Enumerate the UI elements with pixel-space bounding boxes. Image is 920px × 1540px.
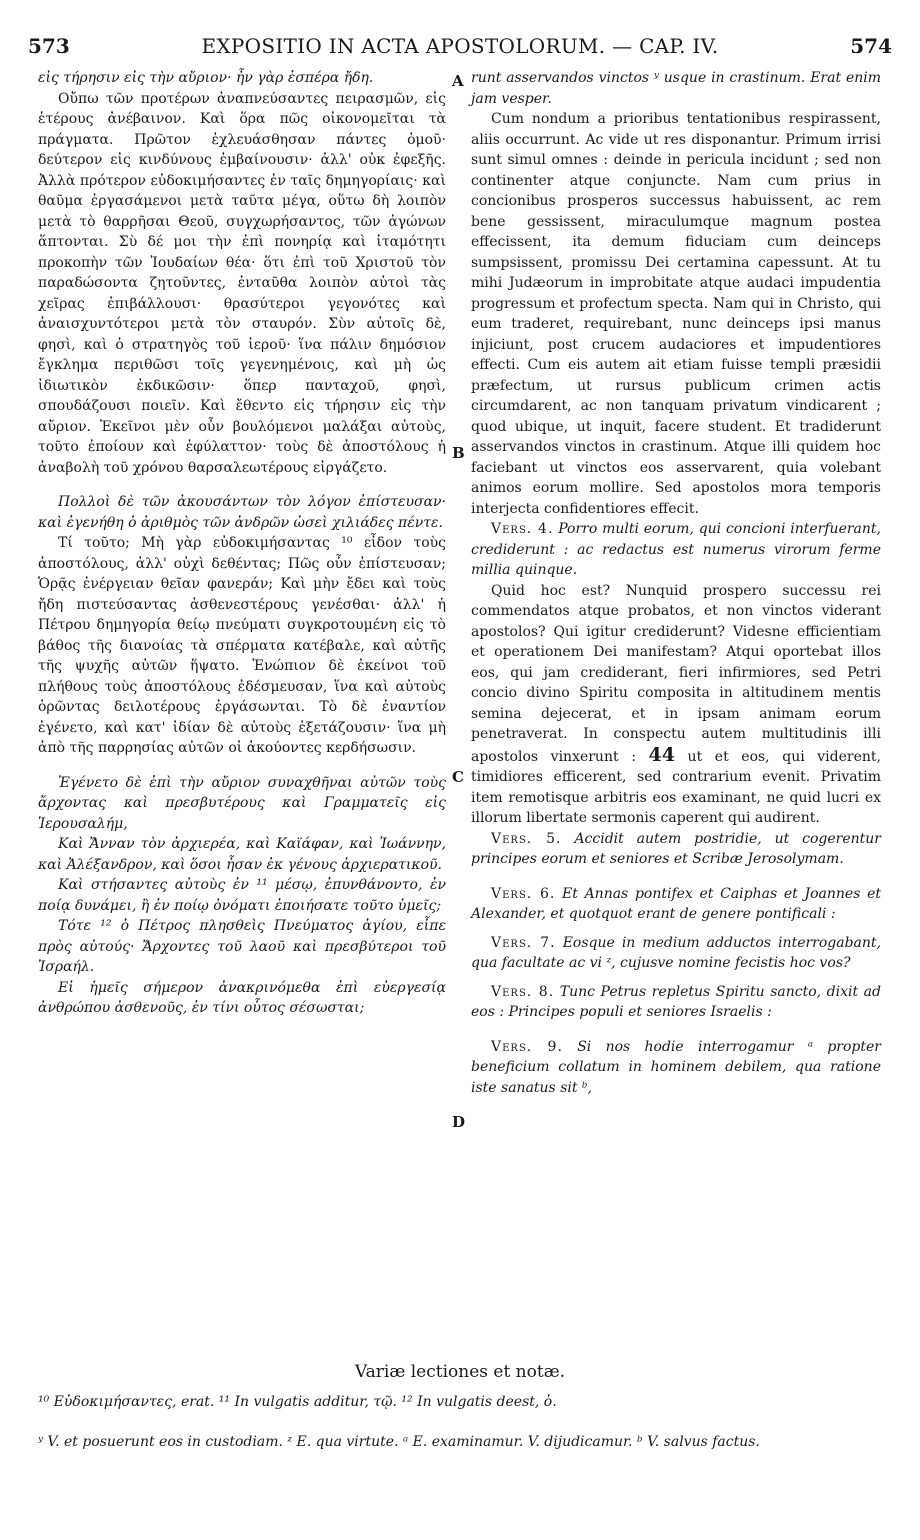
- margin-letter-b: B: [452, 444, 465, 462]
- verse-text: Eosque in medium adductos interrogabant, qua facultate ac vi ᶻ, cujusve nomine fecistis hoc vos?: [471, 934, 882, 971]
- greek-verse-8: Τότε ¹² ὁ Πέτρος πλησθεὶς Πνεύματος ἁγίου, εἶπε πρὸς αὐτούς· Ἄρχοντες τοῦ λαοῦ καὶ πρεσβύτεροι τοῦ Ἰσραήλ.: [38, 918, 446, 975]
- page-number-right: 574: [850, 34, 892, 58]
- margin-letter-c: C: [452, 768, 464, 786]
- greek-commentary: Οὔπω τῶν προτέρων ἀναπνεύσαντες πειρασμῶν, εἰς ἑτέρους ἀνέβαινον. Καὶ ὅρα πῶς οἰκονομεῖται τὰ πράγματα. Πρῶτον ἐχλευάσθησαν πάντες ὁμοῦ· δεύτερον εἰς κινδύνους ἐμβαίνουσιν· ἀλλ' οὐκ ἐφεξῆς. Ἀλλὰ πρότερον εὐδοκιμήσαντες ἐν ταῖς δημηγορίαις· καὶ θαῦμα ἐργασάμενοι μετὰ ταῦτα μέγα, οὕτω δὴ λοιπὸν μετὰ τὸ θαρρῆσαι Θεοῦ, συγχωρήσαντος, τῶν ἀγώνων ἅπτονται. Σὺ δέ μοι τὴν ἐπὶ πονηρίᾳ καὶ ἰταμότητι προκοπὴν τῶν Ἰουδαίων θέα· ὅτι ἐπὶ τοῦ Χριστοῦ τὸν παραδώσοντα ζητοῦντες, ἐνταῦθα λοιπὸν αὐτοὶ τὰς χεῖρας ἐπιβάλλουσι· θρασύτεροι γεγονότες καὶ ἀναισχυντότεροι μετὰ τὸν σταυρόν. Σὺν αὐτοῖς δὲ, φησὶ, καὶ ὁ στρατηγὸς τοῦ ἱεροῦ· ἵνα πάλιν δημόσιον ἔγκλημα περιθῶσι τοῖς γεγενημένοις, καὶ μὴ ὡς ἰδιωτικὸν ἐκδικῶσιν· ὅπερ πανταχοῦ, φησὶ, σπουδάζουσι ποιεῖν. Καὶ ἔθεντο εἰς τήρησιν εἰς τὴν αὔριον. Ἐκεῖνοι μὲν οὖν βουλόμενοι μαλάξαι αὐτοὺς, τοῦτο ἐποίουν καὶ ἐφύλαττον· τοὺς δὲ ἀποστόλους ἡ ἀναβολὴ τοῦ χρόνου θαρσαλεωτέρους εἰργάζετο.: [38, 90, 446, 476]
- marginal-number: 44: [648, 743, 675, 766]
- greek-verse-4: Πολλοὶ δὲ τῶν ἀκουσάντων τὸν λόγον ἐπίστευσαν· καὶ ἐγενήθη ὁ ἀριθμὸς τῶν ἀνδρῶν ὡσεὶ χιλιάδες πέντε.: [38, 494, 446, 531]
- verse-label: Vers. 5.: [491, 830, 562, 847]
- notes-title: Variæ lectiones et notæ.: [354, 1362, 566, 1382]
- verse-text: Et Annas pontifex et Caiphas et Joannes et Alexander, et quotquot erant de genere pontificali :: [471, 885, 881, 922]
- verse-text: Si nos hodie interrogamur ᵃ propter beneficium collatum in hominem debilem, qua ratione iste sanatus sit ᵇ,: [471, 1038, 881, 1096]
- greek-verse-9: Εἰ ἡμεῖς σήμερον ἀνακρινόμεθα ἐπὶ εὐεργεσίᾳ ἀνθρώπου ἀσθενοῦς, ἐν τίνι οὗτος σέσωσται;: [38, 979, 446, 1016]
- page-header: [28, 34, 892, 64]
- latin-column: [471, 68, 881, 1098]
- latin-text-block: runt asservandos vinctos ʸ usque in crastinum. Erat enim jam vesper.: [471, 70, 881, 107]
- latin-verse-4: [471, 519, 881, 581]
- latin-verse-7: [471, 933, 881, 974]
- latin-verse-5: [471, 829, 881, 870]
- greek-verse-7: Καὶ στήσαντες αὐτοὺς ἐν ¹¹ μέσῳ, ἐπυνθάνοντο, ἐν ποίᾳ δυνάμει, ἢ ἐν ποίῳ ὀνόματι ἐποιήσατε τοῦτο ὑμεῖς;: [38, 877, 446, 914]
- greek-column: [38, 68, 446, 1019]
- verse-label: Vers. 4.: [491, 521, 554, 537]
- margin-letter-d: D: [452, 1113, 466, 1131]
- running-title: EXPOSITIO IN ACTA APOSTOLORUM. — CAP. IV.: [201, 34, 719, 58]
- verse-label: Vers. 7.: [491, 934, 556, 951]
- greek-verse-6: Καὶ Ἄνναν τὸν ἀρχιερέα, καὶ Καϊάφαν, καὶ Ἰωάννην, καὶ Ἀλέξανδρον, καὶ ὅσοι ἦσαν ἐκ γένους ἀρχιερατικοῦ.: [38, 836, 446, 873]
- footnotes-greek: ¹⁰ Εὐδοκιμήσαντες, erat. ¹¹ In vulgatis additur, τῷ. ¹² In vulgatis deest, ὁ.: [38, 1394, 557, 1410]
- latin-verse-9: [471, 1037, 881, 1099]
- latin-commentary: Cum nondum a prioribus tentationibus respirassent, aliis occurrunt. Ac vide ut res disponantur. Primum irrisi sunt simul omnes : deinde in pericula incidunt ; sed non continenter atque conjuncte. Nam cum prius in concionibus prosperos successus habuissent, ac rem bene gessissent, miraculumque magnum postea effecissent, ita demum fiduciam cum deinceps sumpsissent, promissu Dei certamina capessunt. At tu mihi Judæorum in improbitate atque audaci impudentia progressum et profectum specta. Nam qui in Christo, qui eum traderet, requirebant, nunc deinceps ipsi manus injiciunt, post crucem audaciores et impudentiores effecti. Cum eis autem ait etiam fuisse templi præsidii præfectum, ut rursus publicum crimen actis circumdarent, ac non tanquam privatum vindicarent ; quod ubique, ut inquit, facere student. Et tradiderunt asservandos vinctos in crastinum. Atque illi quidem hoc faciebant ut vinctos eos asservarent, quia volebant animos eorum mollire. Sed apostolos mora temporis interjecta confidentiores effecit.: [471, 111, 881, 517]
- verse-text: Accidit autem postridie, ut cogerentur principes eorum et seniores et Scribæ Jerosolymam.: [471, 830, 881, 867]
- latin-verse-8: [471, 982, 881, 1023]
- greek-verse-5: Ἐγένετο δὲ ἐπὶ τὴν αὔριον συναχθῆναι αὐτῶν τοὺς ἄρχοντας καὶ πρεσβυτέρους καὶ Γραμματεῖς εἰς Ἱερουσαλήμ,: [38, 774, 446, 832]
- verse-label: Vers. 8.: [491, 983, 555, 1000]
- verse-label: Vers. 9.: [491, 1038, 563, 1055]
- latin-verse-6: [471, 884, 881, 925]
- verse-text: Tunc Petrus repletus Spiritu sancto, dixit ad eos : Principes populi et seniores Israelis :: [471, 983, 881, 1020]
- greek-commentary: Τί τοῦτο; Μὴ γὰρ εὐδοκιμήσαντας ¹⁰ εἶδον τοὺς ἀποστόλους, ἀλλ' οὐχὶ δεθέντας; Πῶς οὖν ἐπίστευσαν; Ὁρᾷς ἐνέργειαν θεῖαν φανεράν; Καὶ μὴν ἔδει καὶ τοὺς ἤδη πιστεύσαντας ἀσθενεστέρους γενέσθαι· ἀλλ' ἡ Πέτρου δημηγορία θείῳ πνεύματι συγκροτουμένη εἰς τὸ βάθος τῆς διανοίας τὰ σπέρματα κατέβαλε, καὶ αὐτῆς τῆς ψυχῆς αὐτῶν ἥψατο. Ἐνώπιον δὲ ἐκείνοι τοῦ πλήθους τοὺς ἀποστόλους ἐδέσμευσαν, ἵνα καὶ αὐτοὺς ὁρῶντας δειλοτέρους ἐργάσωνται. Τὸ δὲ ἐναντίον ἐγένετο, καὶ κατ' ἰδίαν δὲ αὐτοὺς ἐξετάζουσιν· ἵνα μὴ ἀπὸ τῆς παρρησίας αὐτῶν οἱ ἀκούοντες κερδήσωσιν.: [38, 535, 446, 756]
- footnotes-latin: ʸ V. et posuerunt eos in custodiam. ᶻ E. qua virtute. ᵃ E. examinamur. V. dijudicamur. ᵇ V. salvus factus.: [38, 1434, 760, 1450]
- page-number-left: 573: [28, 34, 70, 58]
- greek-text-block: εἰς τήρησιν εἰς τὴν αὔριον· ἦν γὰρ ἑσπέρα ἤδη.: [38, 70, 374, 86]
- latin-commentary: Quid hoc est? Nunquid prospero successu rei commendatos atque probatos, et non vinctos viderant apostolos? Qui igitur crediderunt? Videsne efficientiam et operationem Dei manifestam? Atqui oportebat illos eos, qui jam crediderant, fieri infirmiores, sed Petri concio divino Spiritu composita in altitudinem mentis semina dejecerat, et in ipsam animam eorum penetraverat. In conspectu autem multitudinis illi apostolos vinxerunt : 44 ut et eos, qui viderent, timidiores efficerent, sed contrarium evenit. Privatim item remotisque arbitris eos examinant, ne quid lucri ex illorum libertate sermonis caperent qui audirent.: [471, 582, 881, 826]
- margin-letter-a: A: [452, 72, 464, 90]
- verse-text: Porro multi eorum, qui concioni interfuerant, crediderunt : ac redactus est numerus virorum ferme millia quinque.: [471, 521, 881, 578]
- verse-label: Vers. 6.: [491, 885, 556, 902]
